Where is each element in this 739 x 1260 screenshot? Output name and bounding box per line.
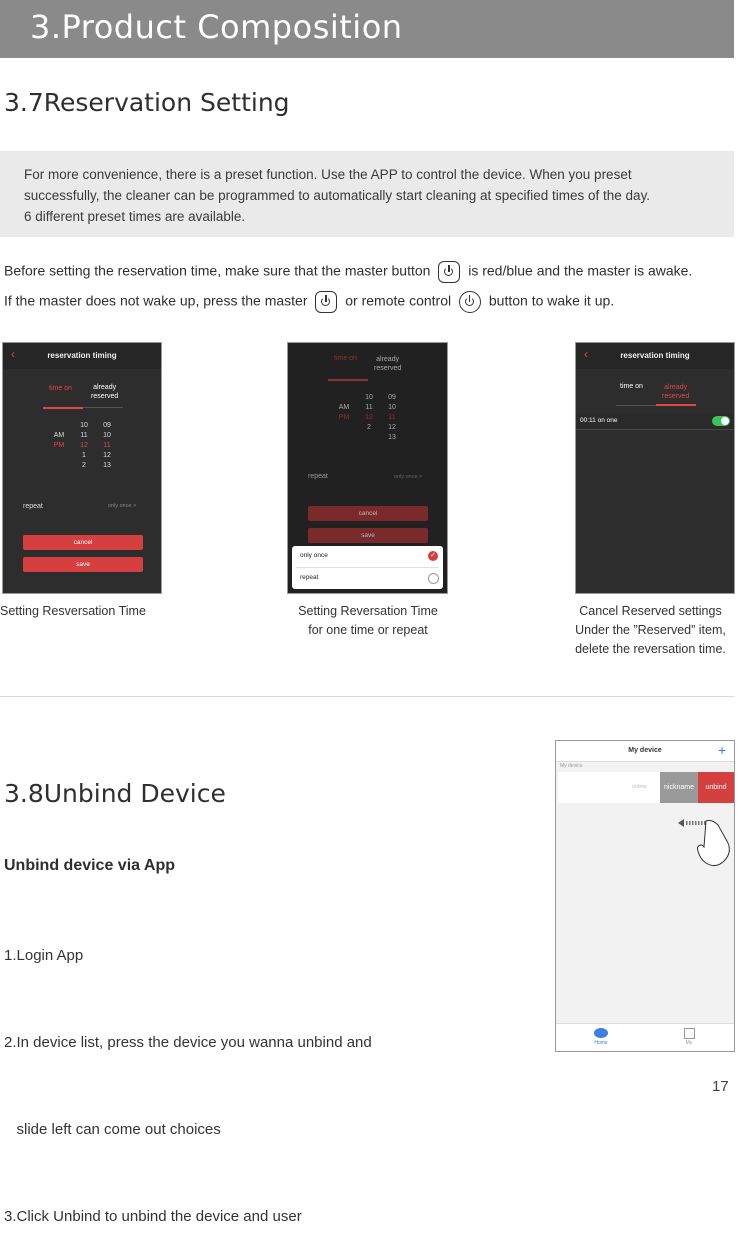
- phone-topbar: [556, 741, 734, 762]
- instruction-line-1: [4, 261, 692, 283]
- add-icon[interactable]: +: [718, 742, 727, 758]
- tab-time-on[interactable]: time on: [334, 355, 357, 362]
- hour-option: 11: [365, 404, 373, 411]
- save-button[interactable]: save: [23, 557, 143, 572]
- caption-cancel: [562, 602, 739, 659]
- am-label: AM: [53, 432, 65, 439]
- tab-label: already: [376, 356, 400, 363]
- phone-screenshot-reserved: [575, 342, 735, 594]
- hour-option: 2: [367, 424, 371, 431]
- minute-picker[interactable]: [384, 393, 400, 443]
- tab-label: already: [93, 384, 117, 391]
- hour-option: 11: [80, 432, 88, 439]
- unbind-steps: [4, 883, 372, 1260]
- caption-line: Cancel Reserved settings: [579, 604, 722, 618]
- nickname-button[interactable]: nickname: [660, 772, 698, 803]
- minute-option: 09: [388, 394, 396, 401]
- home-icon[interactable]: [594, 1028, 608, 1038]
- pm-label: PM: [53, 442, 65, 449]
- caption-line: Under the ”Reserved” item,: [575, 623, 726, 637]
- info-line-3: 6 different preset times are available.: [24, 209, 246, 224]
- hour-picker[interactable]: [361, 393, 377, 433]
- phone-title: My device: [628, 747, 662, 754]
- remote-power-icon: [459, 291, 481, 313]
- ampm-picker[interactable]: [51, 431, 67, 451]
- back-chevron-icon[interactable]: ‹: [584, 347, 588, 361]
- caption-line: delete the reversation time.: [575, 642, 726, 656]
- preset-info-box: [0, 151, 734, 237]
- tab-already-reserved[interactable]: [91, 383, 118, 401]
- cancel-button[interactable]: cancel: [308, 506, 428, 521]
- reservation-row[interactable]: [576, 413, 734, 430]
- minute-option: 12: [388, 424, 396, 431]
- hour-option: 12: [365, 414, 373, 421]
- repeat-value[interactable]: only once >: [394, 474, 423, 480]
- minute-option: 12: [103, 452, 111, 459]
- section-divider: [0, 696, 734, 697]
- minute-option: 13: [103, 462, 111, 469]
- tab-label: already: [664, 384, 688, 391]
- option-only-once[interactable]: only once: [300, 552, 328, 559]
- hour-option: 10: [365, 394, 373, 401]
- section-header-title: 3.Product Composition: [30, 8, 403, 46]
- ampm-picker[interactable]: [336, 403, 352, 423]
- unchecked-icon[interactable]: [428, 573, 439, 584]
- reservation-time: 00:11 on one: [580, 417, 618, 424]
- phone-screenshot-reservation: [2, 342, 162, 594]
- hour-option: 2: [82, 462, 86, 469]
- tab-already-reserved[interactable]: [374, 355, 401, 373]
- minute-picker[interactable]: [99, 421, 115, 471]
- nav-home-label[interactable]: Home: [594, 1040, 608, 1046]
- minute-option: 11: [388, 414, 396, 421]
- toggle-knob: [721, 417, 729, 425]
- tab-underline: [83, 407, 123, 408]
- power-button-icon: [315, 291, 337, 313]
- tab-underline: [43, 407, 83, 409]
- device-status: online: [632, 784, 647, 790]
- instruction-text: is red/blue and the master is awake.: [468, 262, 693, 279]
- am-label: AM: [338, 404, 350, 411]
- option-divider: [296, 567, 439, 568]
- hour-option: 1: [82, 452, 86, 459]
- caption-line: for one time or repeat: [308, 623, 428, 637]
- my-icon[interactable]: [684, 1028, 695, 1039]
- minute-option: 10: [103, 432, 111, 439]
- tab-underline: [656, 404, 696, 406]
- nav-my-label[interactable]: My: [685, 1040, 693, 1046]
- back-chevron-icon[interactable]: ‹: [11, 347, 15, 361]
- instruction-text: If the master does not wake up, press the master: [4, 292, 308, 309]
- tab-time-on[interactable]: time on: [49, 385, 72, 392]
- instruction-line-2: [4, 291, 614, 313]
- tab-label: reserved: [374, 365, 402, 372]
- phone-screenshot-repeat: [287, 342, 448, 594]
- toggle-switch[interactable]: [712, 416, 730, 426]
- tab-underline: [328, 379, 368, 381]
- reservation-setting-heading: 3.7Reservation Setting: [4, 88, 290, 117]
- repeat-options-sheet: [292, 546, 443, 589]
- instruction-text: button to wake it up.: [488, 292, 615, 309]
- hour-picker[interactable]: [76, 421, 92, 471]
- checked-icon[interactable]: ✓: [428, 551, 438, 561]
- swipe-hand-icon: [676, 813, 734, 873]
- info-line-2: successfully, the cleaner can be programmed to automatically start cleaning at specified times of the day.: [24, 188, 651, 203]
- tab-time-on[interactable]: time on: [620, 383, 643, 390]
- caption-line: Setting Reversation Time: [298, 604, 438, 618]
- instruction-text: Before setting the reservation time, make sure that the master button: [4, 262, 431, 279]
- minute-option: 11: [103, 442, 111, 449]
- unbind-device-heading: 3.8Unbind Device: [4, 779, 226, 808]
- hour-option: 10: [80, 422, 88, 429]
- phone-title: reservation timing: [47, 351, 117, 360]
- option-repeat[interactable]: repeat: [300, 574, 319, 581]
- cancel-button[interactable]: cancel: [23, 535, 143, 550]
- minute-option: 13: [388, 434, 396, 441]
- page-number: 17: [712, 1078, 729, 1095]
- unbind-button[interactable]: unbind: [698, 772, 734, 803]
- tab-already-reserved[interactable]: [662, 383, 689, 401]
- device-row[interactable]: [558, 772, 734, 803]
- unbind-subtitle: Unbind device via App: [4, 857, 175, 874]
- repeat-label: repeat: [308, 473, 328, 480]
- save-button[interactable]: save: [308, 528, 428, 543]
- repeat-value[interactable]: only once >: [108, 503, 137, 509]
- hour-option: 12: [80, 442, 88, 449]
- step-item: 2.In device list, press the device you wanna unbind and: [4, 1034, 372, 1051]
- tab-label: reserved: [662, 393, 690, 400]
- phone-title: reservation timing: [620, 351, 690, 360]
- tab-underline: [616, 405, 656, 406]
- caption-repeat: [276, 602, 460, 640]
- phone-screenshot-my-device: [555, 740, 735, 1052]
- pm-label: PM: [338, 414, 350, 421]
- bottom-nav: [556, 1023, 734, 1052]
- section-header-bar: [0, 0, 734, 58]
- info-line-1: For more convenience, there is a preset function. Use the APP to control the device. When you preset: [24, 167, 632, 182]
- instruction-text: or remote control: [345, 292, 452, 309]
- minute-option: 09: [103, 422, 111, 429]
- power-button-icon: [438, 261, 460, 283]
- repeat-label: repeat: [23, 503, 43, 510]
- list-label: My device: [560, 763, 583, 769]
- tab-label: reserved: [91, 393, 119, 400]
- step-item: 3.Click Unbind to unbind the device and user: [4, 1208, 302, 1225]
- minute-option: 10: [388, 404, 396, 411]
- step-item: 1.Login App: [4, 947, 84, 964]
- caption-setting-time: Setting Resversation Time: [0, 604, 146, 618]
- step-item: slide left can come out choices: [4, 1121, 221, 1138]
